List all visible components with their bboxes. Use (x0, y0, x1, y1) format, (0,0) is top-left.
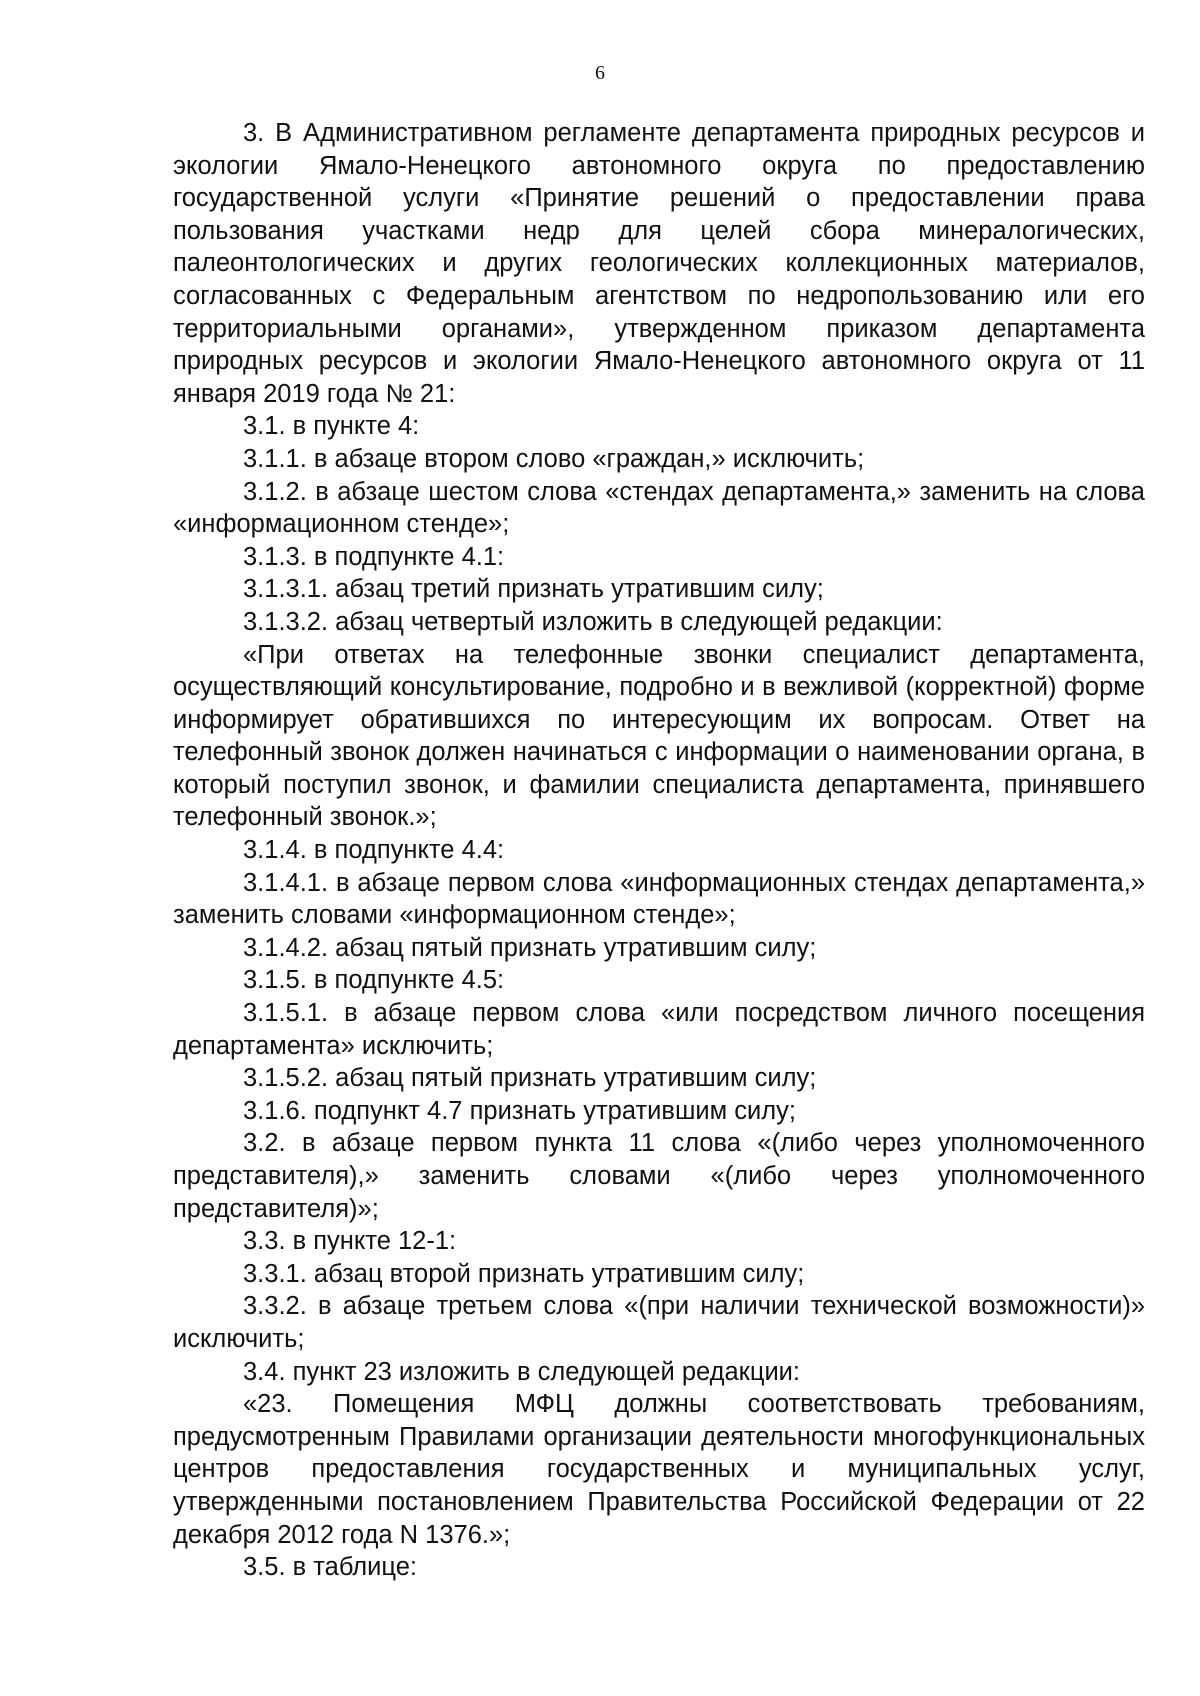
paragraph-quote-23: «23. Помещения МФЦ должны соответствовать требованиям, предусмотренным Правилами организации деятельности многофункциональных центров предоставления государственных и муниципальных услуг, утвержденными постановлением Правительства Российской Федерации от 22 декабря 2012 года N 1376.»; (173, 1390, 1145, 1549)
paragraph-3-1-2: 3.1.2. в абзаце шестом слова «стендах департамента,» заменить на слова «информационном стенде»; (173, 477, 1145, 539)
paragraph-3-1-5: 3.1.5. в подпункте 4.5: (243, 966, 505, 995)
paragraph-3-5: 3.5. в таблице: (243, 1553, 417, 1582)
paragraph-3-1-5-1: 3.1.5.1. в абзаце первом слова «или посредством личного посещения департамента» исключить; (173, 999, 1145, 1060)
paragraph-3-3-1: 3.3.1. абзац второй признать утратившим силу; (243, 1259, 805, 1288)
paragraph-3-3: 3.3. в пункте 12-1: (243, 1227, 457, 1256)
paragraph-3-1: 3.1. в пункте 4: (243, 412, 420, 441)
paragraph-3: 3. В Административном регламенте департамента природных ресурсов и экологии Ямало-Ненецкого автономного округа по предоставлению государственной услуги «Принятие решений о предоставлении права пользования участками недр для целей сбора минералогических, палеонтологических и других геологических коллекционных материалов, согласованных с Федеральным агентством по недропользованию или его территориальными органами», утвержденном приказом департамента природных ресурсов и экологии Ямало-Ненецкого автономного округа от 11 января 2019 года № 21: (173, 119, 1145, 408)
paragraph-quote-phone: «При ответах на телефонные звонки специалист департамента, осуществляющий консультирование, подробно и в вежливой (корректной) форме информирует обратившихся по интересующим их вопросам. Ответ на телефонный звонок должен начинаться с информации о наименовании органа, в который поступил звонок, и фамилии специалиста департамента, принявшего телефонный звонок.»; (173, 640, 1145, 832)
document-body (173, 117, 1145, 1584)
paragraph-3-3-2: 3.3.2. в абзаце третьем слова «(при наличии технической возможности)» исключить; (173, 1292, 1145, 1353)
paragraph-3-1-4: 3.1.4. в подпункте 4.4: (243, 836, 505, 865)
paragraph-3-1-3-2: 3.1.3.2. абзац четвертый изложить в следующей редакции: (243, 607, 943, 636)
paragraph-3-1-3: 3.1.3. в подпункте 4.1: (243, 542, 505, 571)
paragraph-3-1-5-2: 3.1.5.2. абзац пятый признать утратившим силу; (243, 1064, 817, 1093)
paragraph-3-1-4-1: 3.1.4.1. в абзаце первом слова «информационных стендах департамента,» заменить словами «информационном стенде»; (173, 868, 1145, 930)
paragraph-3-1-6: 3.1.6. подпункт 4.7 признать утратившим силу; (243, 1096, 796, 1125)
page-number: 6 (595, 62, 605, 84)
paragraph-3-2: 3.2. в абзаце первом пункта 11 слова «(либо через уполномоченного представителя),» заменить словами «(либо через уполномоченного представителя)»; (173, 1129, 1145, 1223)
paragraph-3-1-4-2: 3.1.4.2. абзац пятый признать утратившим силу; (243, 933, 817, 962)
paragraph-3-1-1: 3.1.1. в абзаце втором слово «граждан,» исключить; (243, 444, 865, 473)
paragraph-3-4: 3.4. пункт 23 изложить в следующей редакции: (243, 1357, 801, 1386)
paragraph-3-1-3-1: 3.1.3.1. абзац третий признать утратившим силу; (243, 575, 824, 604)
